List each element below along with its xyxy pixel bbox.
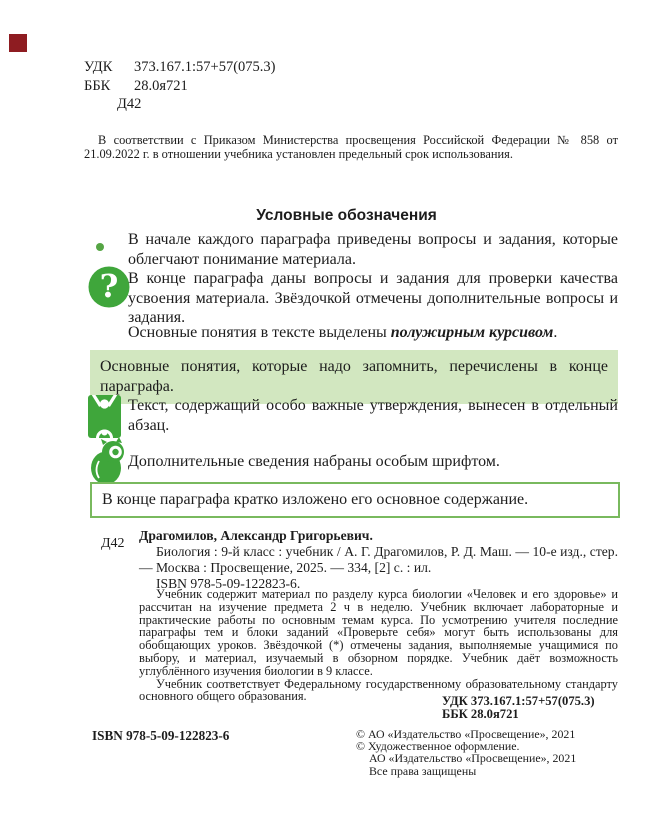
udk-label: УДК: [84, 59, 113, 75]
copyright-line-2: © Художественное оформление.: [356, 739, 520, 754]
catalog-card: [139, 528, 618, 592]
copyright-line-1: © АО «Издательство «Просвещение», 2021: [356, 727, 576, 741]
highlight-box: Основные понятия, которые надо запомнить, перечислены в конце параграфа.: [90, 350, 618, 404]
bullet-icon: [96, 243, 104, 251]
legend-item-questions-end: В конце параграфа даны вопросы и задания для проверки качества усвоения материала. Звёздочкой отмечены дополнительные вопросы и задания.: [128, 270, 618, 326]
catalog-isbn: ISBN 978-5-09-122823-6.: [156, 576, 301, 591]
catalog-description: Биология : 9-й класс : учебник / А. Г. Драгомилов, Р. Д. Маш. — 10-е изд., стер. — Москва : Просвещение, 2025. — 334, [2] с. : ил.: [139, 544, 618, 575]
important-text-icon: [88, 395, 121, 443]
copyright-block: [356, 728, 624, 777]
author-sign: Д42: [117, 96, 142, 112]
ministry-order-note: В соответствии с Приказом Министерства просвещения Российской Федерации № 858 от 21.09.2022 г. в отношении учебника установлен предельный срок использования.: [84, 133, 618, 162]
bbk-code-line: [84, 77, 276, 96]
copyright-line-4: Все права защищены: [369, 763, 477, 778]
bottom-bbk-line: ББК 28.0я721: [442, 707, 519, 721]
bold-item-emphasis: полужирным курсивом: [390, 324, 554, 341]
bottom-codes-block: [442, 695, 595, 721]
bbk-label: ББК: [84, 77, 111, 94]
legend-item-extra-info: Дополнительные сведения набраны особым шрифтом.: [128, 453, 500, 470]
summary-outline-box: В конце параграфа кратко изложено его основное содержание.: [90, 482, 620, 518]
catalog-author-sign: Д42: [101, 536, 125, 551]
legend-item-questions-start: В начале каждого параграфа приведены вопросы и задания, которые облегчают понимание материала.: [128, 231, 618, 268]
svg-text:?: ?: [99, 267, 119, 305]
author-sign-line: [84, 95, 276, 114]
top-codes-block: [84, 58, 276, 114]
page-corner-marker: [9, 34, 27, 52]
legend-item-bold-terms: [128, 323, 618, 343]
annotation-block: [139, 588, 618, 703]
udk-code-line: [84, 58, 276, 77]
annotation-paragraph-1: Учебник содержит материал по разделу курса биологии «Человек и его здоровье» и рассчитан на изучение предмета 2 ч в неделю. Учебник включает лабораторные и практические работы по основным темам курса. По усмотрению учителя последние параграфы тем и блоки заданий «Проверьте себя» могут быть использованы для обобщающих уроков. Звёздочкой (*) отмечены задания, выполняемые учащимися по выбору, и материал, изучаемый в обзорном порядке. Учебник даёт возможность углублённого изучения биологии в 9 классе.: [139, 587, 618, 678]
bottom-udk-line: УДК 373.167.1:57+57(075.3): [442, 694, 595, 708]
bold-item-prefix: Основные понятия в тексте выделены: [128, 324, 391, 341]
footer-isbn: ISBN 978-5-09-122823-6: [92, 728, 230, 743]
annotation-paragraph-2: Учебник соответствует Федеральному государственному образовательному стандарту основного общего образования.: [139, 676, 618, 704]
bbk-value: 28.0я721: [134, 77, 188, 94]
catalog-author: Драгомилов, Александр Григорьевич.: [139, 528, 373, 543]
question-mark-icon: [88, 266, 130, 313]
copyright-line-3: АО «Издательство «Просвещение», 2021: [369, 751, 577, 766]
legend-item-important: Текст, содержащий особо важные утверждения, вынесен в отдельный абзац.: [128, 397, 618, 434]
udk-value: 373.167.1:57+57(075.3): [134, 59, 276, 75]
bold-item-suffix: .: [553, 324, 558, 341]
legend-title: Условные обозначения: [256, 207, 437, 224]
